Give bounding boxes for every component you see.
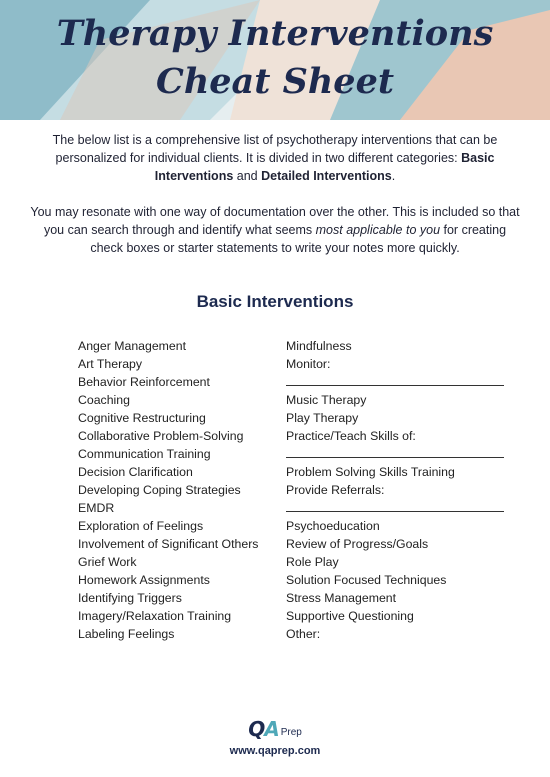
title-line-1: Therapy Interventions	[56, 13, 494, 54]
intro-paragraph-2: You may resonate with one way of documentation over the other. This is included so that you can search through and identify what seems most applicable to you for creating check boxes or starter statements to write your notes more quickly.	[30, 205, 520, 255]
list-item: Cognitive Restructuring	[78, 411, 206, 425]
list-item: EMDR	[78, 501, 115, 515]
list-item: Review of Progress/Goals	[286, 537, 429, 551]
list-item: Collaborative Problem-Solving	[78, 429, 244, 443]
list-item: Practice/Teach Skills of:	[286, 429, 416, 443]
list-item: Psychoeducation	[286, 519, 380, 533]
list-item: Developing Coping Strategies	[78, 483, 241, 497]
intro-paragraph-1: The below list is a comprehensive list of psychotherapy interventions that can be personalized for individual clients. It is divided in two different categories: Basic Interventions and Detailed Interventions.	[52, 133, 498, 183]
list-item: Coaching	[78, 393, 130, 407]
list-item: Stress Management	[286, 591, 397, 605]
list-item: Involvement of Significant Others	[78, 537, 259, 551]
list-item: Behavior Reinforcement	[78, 375, 210, 389]
title-line-2: Cheat Sheet	[155, 61, 395, 102]
list-item: Solution Focused Techniques	[286, 573, 447, 587]
list-item: Other:	[286, 627, 321, 641]
list-item: Monitor:	[286, 357, 331, 371]
list-item: Anger Management	[78, 339, 187, 353]
logo-wordmark: Prep	[280, 727, 302, 738]
referrals-blank-line	[286, 499, 516, 517]
list-item: Art Therapy	[78, 357, 143, 371]
skills-blank-line	[286, 445, 516, 463]
list-item: Play Therapy	[286, 411, 359, 425]
list-item: Music Therapy	[286, 393, 367, 407]
list-item: Imagery/Relaxation Training	[78, 609, 232, 623]
left-intervention-list	[78, 337, 278, 643]
list-item: Communication Training	[78, 447, 211, 461]
detailed-interventions-emphasis: Detailed Interventions	[261, 169, 392, 183]
most-applicable-emphasis: most applicable to you	[315, 223, 441, 237]
section-title: Basic Interventions	[196, 292, 354, 311]
monitor-blank-line	[286, 373, 516, 391]
list-item: Identifying Triggers	[78, 591, 182, 605]
right-intervention-list	[286, 337, 516, 643]
list-item: Mindfulness	[286, 339, 352, 353]
basic-interventions-emphasis: Basic Interventions	[154, 151, 495, 183]
list-item: Supportive Questioning	[286, 609, 414, 623]
list-item: Labeling Feelings	[78, 627, 175, 641]
list-item: Problem Solving Skills Training	[286, 465, 455, 479]
list-item: Homework Assignments	[78, 573, 210, 587]
qaprep-logo	[248, 718, 302, 740]
list-item: Role Play	[286, 555, 339, 569]
footer	[0, 718, 550, 757]
list-item: Exploration of Feelings	[78, 519, 204, 533]
website-url: www.qaprep.com	[229, 745, 321, 757]
list-item: Provide Referrals:	[286, 483, 385, 497]
list-item: Grief Work	[78, 555, 137, 569]
qa-logo-mark: QA	[248, 717, 279, 741]
list-item: Decision Clarification	[78, 465, 193, 479]
header-banner	[0, 0, 550, 120]
